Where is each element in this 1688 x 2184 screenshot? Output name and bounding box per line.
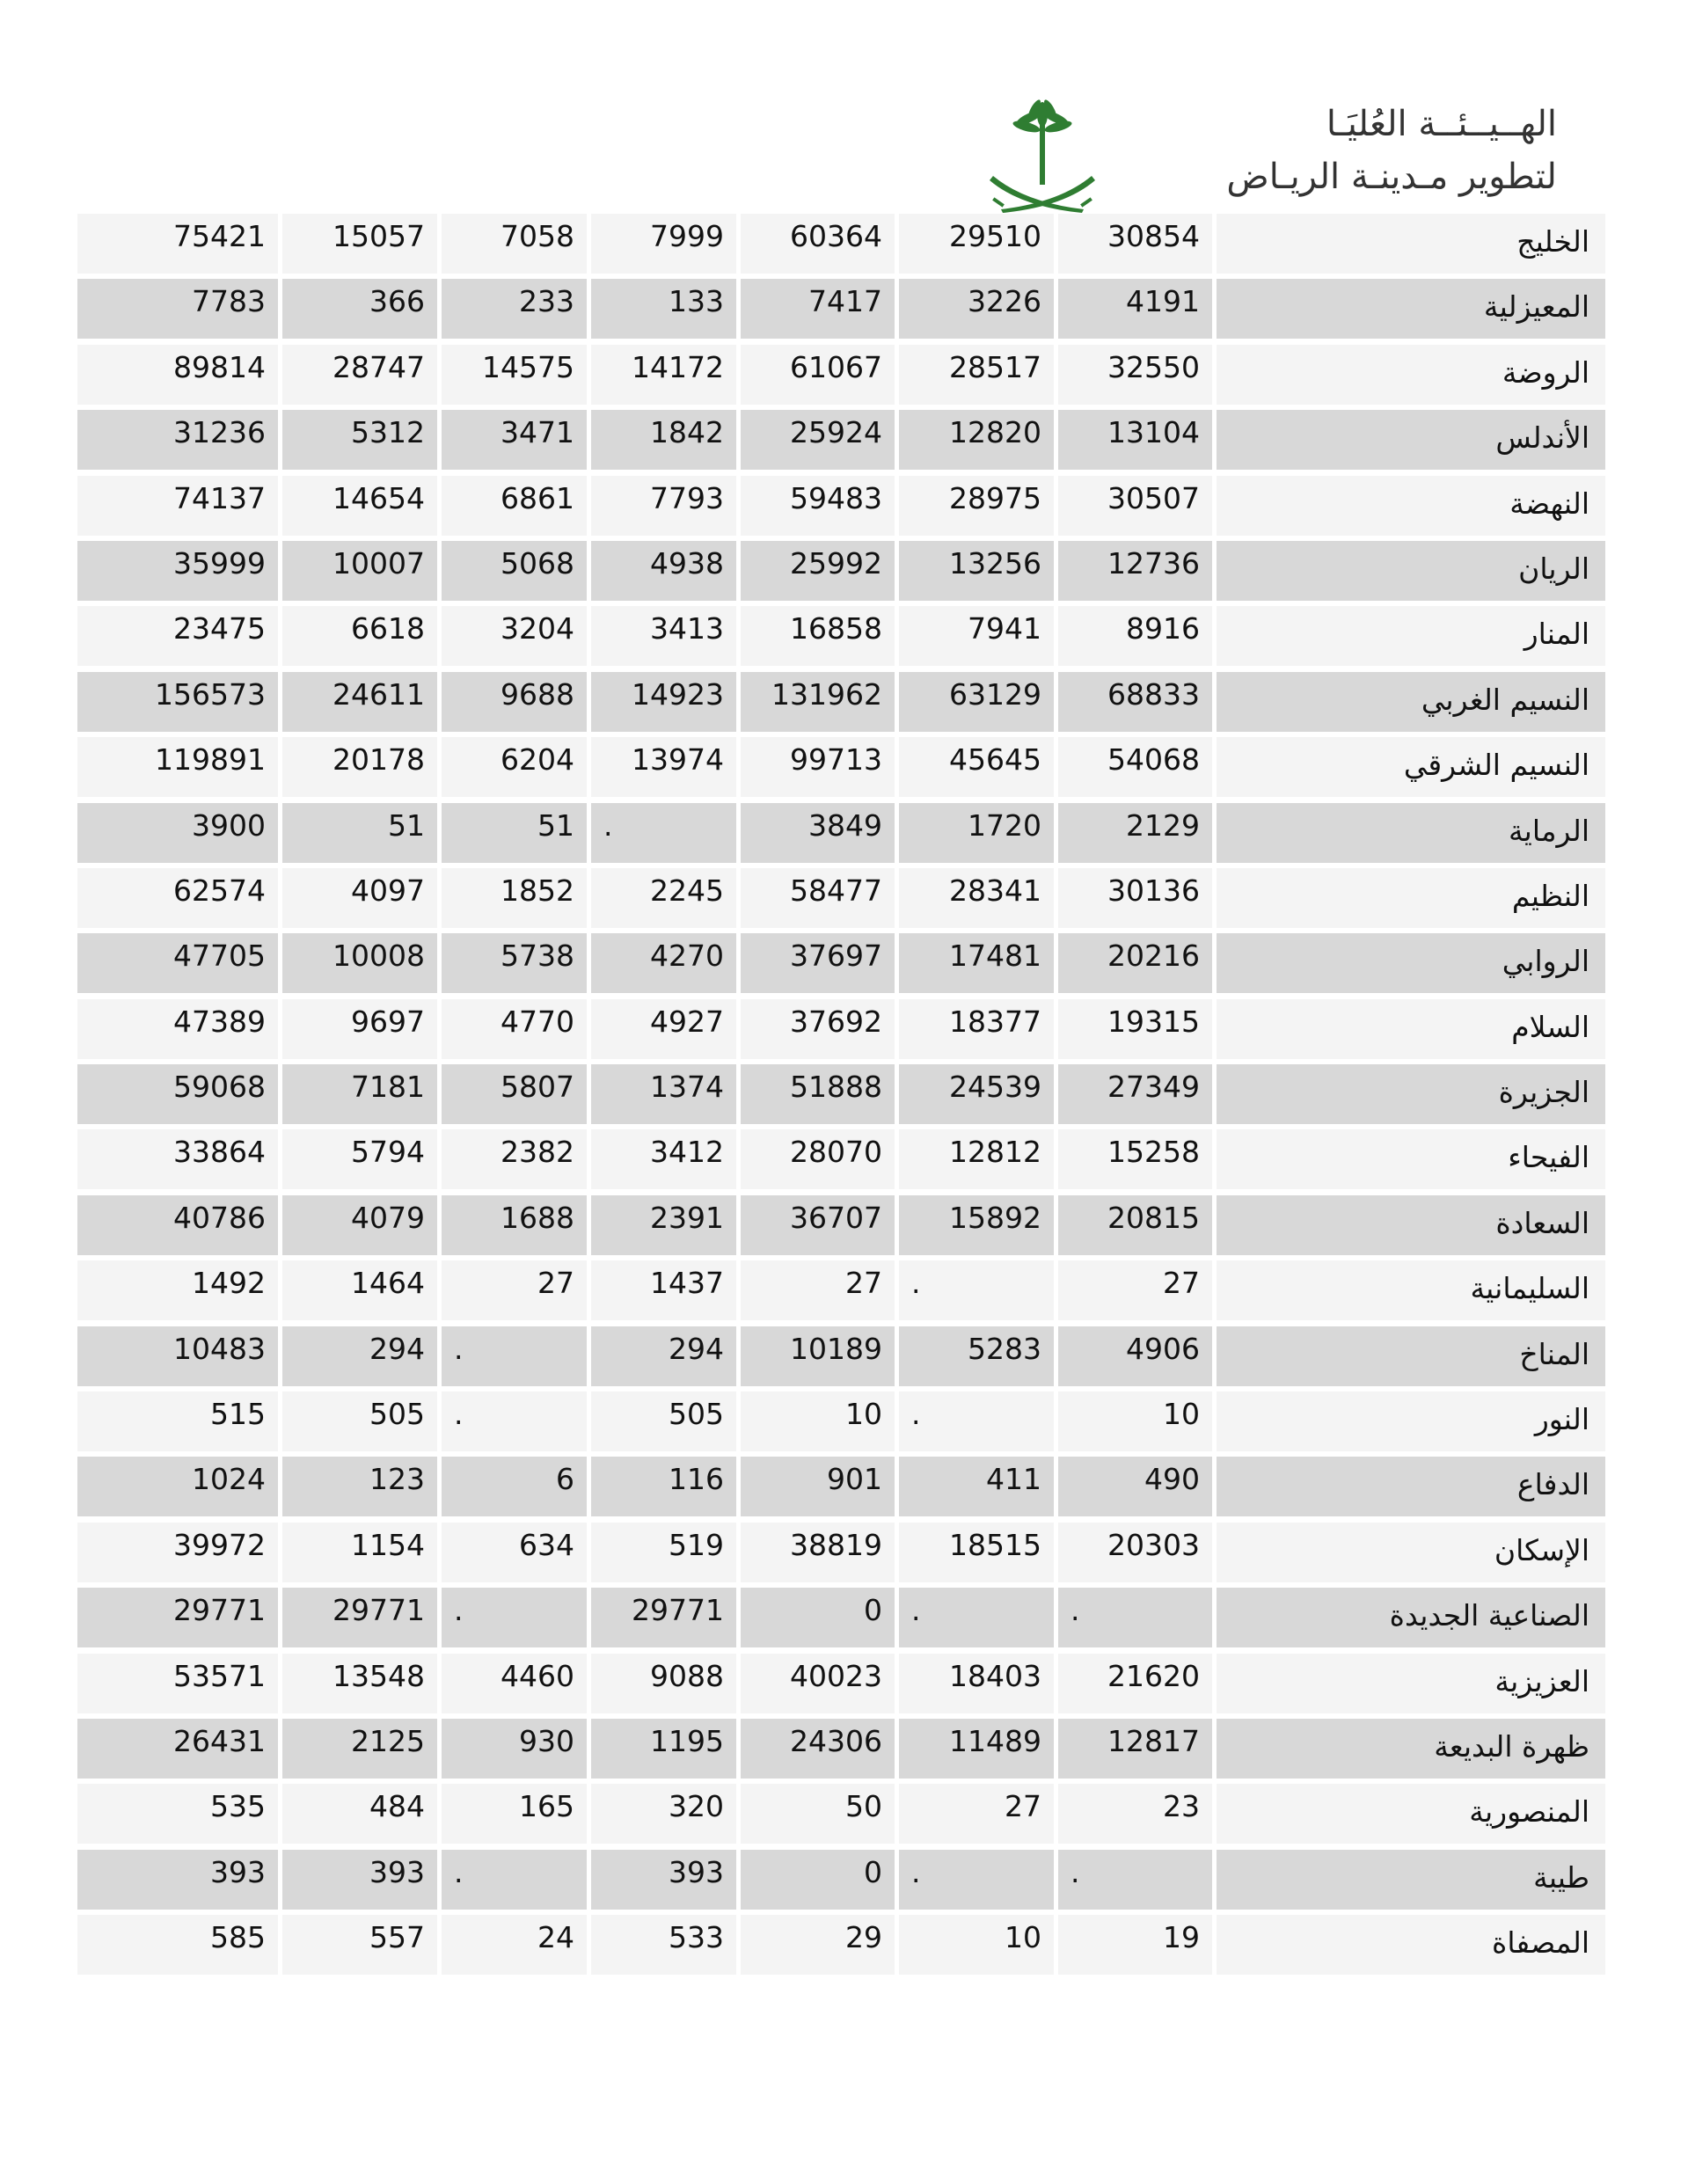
table-cell-value: 40786 [77,1195,278,1255]
table-row [77,345,1605,410]
table-cell-value: 53571 [77,1654,278,1713]
district-name: المنار [1524,617,1589,652]
table-cell-value: 294 [282,1326,437,1386]
district-name: السلام [1511,1009,1589,1044]
table-cell-value: 4906 [1058,1326,1212,1386]
district-name-cell [1217,933,1605,993]
table-cell-value: 24306 [741,1719,895,1779]
table-row [77,214,1605,279]
table-cell-value: 585 [77,1915,278,1975]
table-cell-value: . [442,1850,587,1910]
table-cell-value: 5794 [282,1129,437,1189]
table-cell-value: 30136 [1058,868,1212,928]
table-row [77,1523,1605,1588]
table-cell-value: 39972 [77,1523,278,1582]
district-name: النور [1534,1402,1589,1437]
table-row [77,1260,1605,1326]
district-name-cell [1217,476,1605,536]
table-cell-value: 27 [741,1260,895,1320]
table-cell-value: 7417 [741,279,895,339]
district-name-cell [1217,1391,1605,1451]
table-cell-value: 484 [282,1784,437,1844]
table-cell-value: 6861 [442,476,587,536]
table-cell-value: 10 [1058,1391,1212,1451]
table-cell-value: 233 [442,279,587,339]
district-name: طيبة [1533,1859,1589,1895]
table-cell-value: 7181 [282,1064,437,1124]
table-cell-value: 15057 [282,214,437,274]
table-cell-value: 4097 [282,868,437,928]
table-cell-value: 116 [591,1457,736,1516]
table-cell-value: 411 [899,1457,1054,1516]
table-cell-value: 901 [741,1457,895,1516]
table-cell-value: 14654 [282,476,437,536]
table-cell-value: 4460 [442,1654,587,1713]
district-name-cell [1217,410,1605,470]
table-cell-value: 13256 [899,541,1054,601]
table-cell-value: 1374 [591,1064,736,1124]
district-name-cell [1217,1850,1605,1910]
table-cell-value: 13548 [282,1654,437,1713]
district-name-cell [1217,214,1605,274]
table-cell-value: 3204 [442,606,587,666]
table-cell-value: 2125 [282,1719,437,1779]
district-name: الإسكان [1494,1532,1589,1567]
table-row [77,803,1605,868]
palm-swords-emblem-icon [985,97,1100,220]
district-name: المناخ [1519,1336,1589,1371]
table-cell-value: 0 [741,1588,895,1647]
table-cell-value: 25924 [741,410,895,470]
table-row [77,868,1605,933]
district-name: الدفاع [1516,1467,1589,1502]
table-cell-value: 3412 [591,1129,736,1189]
table-cell-value: 294 [591,1326,736,1386]
table-cell-value: 68833 [1058,672,1212,732]
table-cell-value: 505 [282,1391,437,1451]
table-cell-value: 47389 [77,999,278,1059]
table-row [77,1391,1605,1457]
table-cell-value: 31236 [77,410,278,470]
table-cell-value: 28975 [899,476,1054,536]
table-cell-value: 12820 [899,410,1054,470]
district-name: الروابي [1502,944,1589,979]
table-cell-value: 47705 [77,933,278,993]
org-name-line-2: لتطوير مـدينـة الريـاض [1226,157,1557,197]
table-cell-value: 14172 [591,345,736,405]
table-row [77,1784,1605,1849]
table-cell-value: . [442,1391,587,1451]
table-row [77,999,1605,1064]
table-row [77,933,1605,998]
table-row [77,1129,1605,1194]
table-cell-value: 51 [442,803,587,863]
district-name-cell [1217,1457,1605,1516]
table-cell-value: 519 [591,1523,736,1582]
district-name: الفيحاء [1508,1140,1589,1175]
table-cell-value: 5283 [899,1326,1054,1386]
table-cell-value: 533 [591,1915,736,1975]
table-cell-value: 393 [77,1850,278,1910]
district-name-cell [1217,868,1605,928]
table-cell-value: 119891 [77,737,278,797]
table-cell-value: 15892 [899,1195,1054,1255]
table-cell-value: 4938 [591,541,736,601]
table-row [77,279,1605,344]
table-cell-value: 7941 [899,606,1054,666]
table-cell-value: 634 [442,1523,587,1582]
table-cell-value: 20216 [1058,933,1212,993]
table-cell-value: 51 [282,803,437,863]
district-name: السليمانية [1470,1271,1589,1306]
district-name-cell [1217,345,1605,405]
table-cell-value: . [442,1326,587,1386]
district-name: الصناعية الجديدة [1389,1598,1589,1633]
table-cell-value: 17481 [899,933,1054,993]
district-name: الجزيرة [1498,1075,1589,1110]
table-cell-value: 4191 [1058,279,1212,339]
table-cell-value: 24539 [899,1064,1054,1124]
table-cell-value: 9697 [282,999,437,1059]
table-cell-value: 27 [899,1784,1054,1844]
table-cell-value: 1852 [442,868,587,928]
district-name-cell [1217,737,1605,797]
table-cell-value: . [899,1588,1054,1647]
table-cell-value: 557 [282,1915,437,1975]
table-row [77,1457,1605,1522]
district-name: الروضة [1502,354,1589,390]
table-cell-value: 62574 [77,868,278,928]
table-cell-value: 2391 [591,1195,736,1255]
table-cell-value: 23 [1058,1784,1212,1844]
table-cell-value: 25992 [741,541,895,601]
table-cell-value: 21620 [1058,1654,1212,1713]
district-name-cell [1217,1784,1605,1844]
table-cell-value: 58477 [741,868,895,928]
table-cell-value: 99713 [741,737,895,797]
table-cell-value: 13974 [591,737,736,797]
table-row [77,1588,1605,1653]
table-cell-value: 36707 [741,1195,895,1255]
table-cell-value: 10 [899,1915,1054,1975]
table-row [77,1915,1605,1980]
table-cell-value: 7783 [77,279,278,339]
table-cell-value: 505 [591,1391,736,1451]
table-cell-value: 30854 [1058,214,1212,274]
table-cell-value: 393 [591,1850,736,1910]
district-name: المصفاة [1492,1925,1589,1961]
district-name-cell [1217,1654,1605,1713]
table-cell-value: 6 [442,1457,587,1516]
district-name: الرماية [1508,813,1589,848]
table-cell-value: 40023 [741,1654,895,1713]
table-cell-value: 32550 [1058,345,1212,405]
table-cell-value: 11489 [899,1719,1054,1779]
table-cell-value: . [591,803,736,863]
table-cell-value: 123 [282,1457,437,1516]
district-name: النسيم الشرقي [1403,748,1589,783]
table-row [77,672,1605,737]
table-cell-value: 18515 [899,1523,1054,1582]
table-cell-value: 37697 [741,933,895,993]
table-cell-value: 15258 [1058,1129,1212,1189]
table-cell-value: 10483 [77,1326,278,1386]
table-cell-value: 535 [77,1784,278,1844]
table-cell-value: 27 [1058,1260,1212,1320]
table-cell-value: 6204 [442,737,587,797]
table-cell-value: 63129 [899,672,1054,732]
table-cell-value: 18403 [899,1654,1054,1713]
table-cell-value: 5738 [442,933,587,993]
table-cell-value: 27349 [1058,1064,1212,1124]
district-name: المنصورية [1469,1794,1589,1830]
table-cell-value: 8916 [1058,606,1212,666]
table-cell-value: 7793 [591,476,736,536]
table-cell-value: 5807 [442,1064,587,1124]
district-name: النسيم الغربي [1421,682,1589,717]
table-cell-value: 24611 [282,672,437,732]
district-name-cell [1217,541,1605,601]
table-cell-value: 61067 [741,345,895,405]
table-cell-value: 20178 [282,737,437,797]
table-row [77,1064,1605,1129]
table-cell-value: 6618 [282,606,437,666]
table-row [77,410,1605,475]
table-cell-value: 7058 [442,214,587,274]
district-name: النظيم [1511,878,1589,913]
table-cell-value: 74137 [77,476,278,536]
table-row [77,1654,1605,1719]
district-name-cell [1217,672,1605,732]
district-name-cell [1217,1915,1605,1975]
table-row [77,476,1605,541]
table-row [77,737,1605,802]
table-cell-value: 60364 [741,214,895,274]
district-name-cell [1217,803,1605,863]
district-name-cell [1217,1064,1605,1124]
table-cell-value: 10189 [741,1326,895,1386]
table-cell-value: 5312 [282,410,437,470]
table-cell-value: 13104 [1058,410,1212,470]
table-cell-value: . [1058,1588,1212,1647]
table-cell-value: 18377 [899,999,1054,1059]
table-cell-value: 35999 [77,541,278,601]
table-cell-value: 1195 [591,1719,736,1779]
table-cell-value: 156573 [77,672,278,732]
district-name: الريان [1518,551,1589,586]
table-cell-value: 75421 [77,214,278,274]
table-cell-value: 33864 [77,1129,278,1189]
table-cell-value: 54068 [1058,737,1212,797]
table-cell-value: 366 [282,279,437,339]
table-cell-value: 2245 [591,868,736,928]
table-cell-value: 12736 [1058,541,1212,601]
table-cell-value: . [1058,1850,1212,1910]
district-name: الأندلس [1495,420,1589,456]
table-cell-value: 1492 [77,1260,278,1320]
district-name: الخليج [1516,224,1589,259]
table-cell-value: 10 [741,1391,895,1451]
district-name-cell [1217,1523,1605,1582]
district-name: النهضة [1509,486,1589,521]
district-name: المعيزلية [1483,289,1589,325]
table-cell-value: 1842 [591,410,736,470]
table-row [77,606,1605,671]
table-row [77,1719,1605,1784]
table-cell-value: 1688 [442,1195,587,1255]
org-name-line-1: الهــيــئــة العُليَـا [1326,104,1557,144]
table-cell-value: 51888 [741,1064,895,1124]
table-cell-value: 28747 [282,345,437,405]
table-cell-value: 490 [1058,1457,1212,1516]
table-cell-value: 930 [442,1719,587,1779]
table-cell-value: 3900 [77,803,278,863]
district-name: ظهرة البديعة [1434,1728,1589,1764]
district-name-cell [1217,279,1605,339]
table-cell-value: 9088 [591,1654,736,1713]
table-cell-value: 14923 [591,672,736,732]
table-row [77,541,1605,606]
district-population-table [77,214,1605,1981]
district-name-cell [1217,606,1605,666]
table-cell-value: 27 [442,1260,587,1320]
table-row [77,1850,1605,1915]
table-cell-value: 50 [741,1784,895,1844]
district-name-cell [1217,1195,1605,1255]
table-cell-value: 24 [442,1915,587,1975]
table-cell-value: 38819 [741,1523,895,1582]
table-cell-value: 16858 [741,606,895,666]
table-cell-value: 29771 [591,1588,736,1647]
table-cell-value: 4927 [591,999,736,1059]
table-cell-value: 59068 [77,1064,278,1124]
table-cell-value: 89814 [77,345,278,405]
table-cell-value: 30507 [1058,476,1212,536]
table-cell-value: 4079 [282,1195,437,1255]
table-cell-value: 3849 [741,803,895,863]
table-cell-value: 20303 [1058,1523,1212,1582]
table-cell-value: . [442,1588,587,1647]
table-cell-value: 29 [741,1915,895,1975]
table-cell-value: 2129 [1058,803,1212,863]
table-cell-value: 393 [282,1850,437,1910]
table-cell-value: 23475 [77,606,278,666]
table-cell-value: 28341 [899,868,1054,928]
district-name-cell [1217,1588,1605,1647]
table-cell-value: 14575 [442,345,587,405]
table-cell-value: 3226 [899,279,1054,339]
district-name-cell [1217,1260,1605,1320]
table-cell-value: 1024 [77,1457,278,1516]
table-cell-value: 320 [591,1784,736,1844]
table-row [77,1326,1605,1391]
table-cell-value: 19 [1058,1915,1212,1975]
table-cell-value: 19315 [1058,999,1212,1059]
table-cell-value: 1154 [282,1523,437,1582]
page-header [985,97,1566,220]
table-cell-value: 133 [591,279,736,339]
table-cell-value: 10007 [282,541,437,601]
district-name: العزيزية [1494,1663,1589,1698]
district-name: السعادة [1495,1205,1589,1240]
table-cell-value: 59483 [741,476,895,536]
table-row [77,1195,1605,1260]
table-cell-value: 37692 [741,999,895,1059]
table-cell-value: 3471 [442,410,587,470]
district-name-cell [1217,1719,1605,1779]
district-name-cell [1217,1326,1605,1386]
table-cell-value: 1437 [591,1260,736,1320]
table-cell-value: 3413 [591,606,736,666]
table-cell-value: 131962 [741,672,895,732]
table-cell-value: 45645 [899,737,1054,797]
table-cell-value: 29771 [282,1588,437,1647]
table-cell-value: 9688 [442,672,587,732]
table-cell-value: 4770 [442,999,587,1059]
table-cell-value: 5068 [442,541,587,601]
table-cell-value: . [899,1260,1054,1320]
table-cell-value: 28070 [741,1129,895,1189]
table-cell-value: 515 [77,1391,278,1451]
table-cell-value: . [899,1850,1054,1910]
table-cell-value: 1720 [899,803,1054,863]
table-cell-value: 2382 [442,1129,587,1189]
table-cell-value: 29510 [899,214,1054,274]
table-cell-value: 29771 [77,1588,278,1647]
table-cell-value: 0 [741,1850,895,1910]
table-cell-value: 20815 [1058,1195,1212,1255]
table-cell-value: 26431 [77,1719,278,1779]
table-cell-value: 7999 [591,214,736,274]
table-cell-value: 4270 [591,933,736,993]
district-name-cell [1217,999,1605,1059]
table-cell-value: 10008 [282,933,437,993]
table-cell-value: 28517 [899,345,1054,405]
district-name-cell [1217,1129,1605,1189]
table-cell-value: 12812 [899,1129,1054,1189]
table-cell-value: 12817 [1058,1719,1212,1779]
table-cell-value: 165 [442,1784,587,1844]
table-cell-value: 1464 [282,1260,437,1320]
table-cell-value: . [899,1391,1054,1451]
